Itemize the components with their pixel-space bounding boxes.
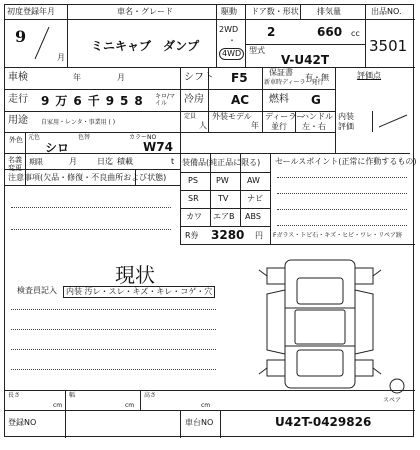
loading-unit: t [171, 157, 175, 166]
bottom-options: Fガラス・トビ石・キズ・ヒビ・ワレ・リペア跡 [273, 232, 403, 239]
fuel-label: 燃料 [269, 94, 289, 105]
equip-abs: ABS [245, 212, 261, 221]
r-value: 3280 [211, 228, 245, 242]
interior-label: 内装 [338, 112, 354, 121]
model-value: V-U42T [281, 53, 330, 67]
first-reg-slash [29, 23, 59, 63]
equip-ps: PS [188, 176, 198, 185]
shaken-month: 月 [117, 73, 125, 82]
name-grade-value: ミニキャブ ダンプ [91, 39, 200, 53]
first-reg-label: 初度登録年月 [7, 7, 55, 16]
warranty-value: 有・無 [305, 73, 329, 82]
color-no-label: カラーNO [129, 134, 157, 141]
shaken-year: 年 [73, 73, 81, 82]
shaken-label: 車検 [8, 72, 28, 83]
warranty-sub: 新車時ディーラー発行 [264, 79, 324, 86]
length-label: 長さ [8, 392, 21, 399]
doors-value: 2 [267, 25, 276, 39]
first-reg-month: 月 [57, 53, 65, 62]
equip-navi: ナビ [247, 194, 263, 203]
height-unit: cm [201, 402, 211, 409]
auction-sheet [4, 4, 417, 437]
dealer-label: ディーラー [265, 112, 305, 121]
capacity-unit: 人 [199, 121, 207, 130]
ext-model-unit: 年 [251, 121, 259, 130]
equip-label: 装備品(純正品に限る) [182, 158, 261, 167]
mileage-unit: キロ/マイル [155, 93, 176, 107]
equip-airbag: エアB [213, 212, 235, 221]
chassis-label: 車台NO [185, 418, 214, 427]
equip-aw: AW [247, 176, 260, 185]
warranty-label: 保証書 [269, 68, 293, 77]
lot-label: 出品NO. [371, 7, 402, 16]
drive-sep: ・ [228, 36, 236, 45]
loading-label: 積載 [117, 157, 133, 166]
eval-label: 評価点 [357, 71, 381, 80]
ac-label: 冷房 [184, 94, 204, 105]
displacement-value: 660 [317, 25, 343, 39]
equip-sr: SR [188, 194, 199, 203]
reg-no-label: 登録NO [8, 418, 37, 427]
usage-sub: 自家用・レンタ・事業用 ( ) [41, 119, 116, 126]
name-change-label: 名義変更 [8, 156, 22, 172]
dealer-sub: 並行 [271, 122, 287, 131]
inspector-label: 検査員記入 [17, 286, 57, 295]
color-label: 外色 [9, 136, 23, 144]
ac-value: AC [231, 93, 250, 107]
usage-label: 用途 [8, 115, 28, 126]
notes-label: 注意事項(欠品・修復・不良曲所および状態) [8, 173, 167, 182]
interior-sub: 評価 [338, 122, 354, 131]
model-label: 型式 [249, 46, 265, 55]
handle-value: 左・右 [302, 122, 326, 131]
color-orig-label: 元色 [28, 134, 41, 141]
color-change-label: 色替 [78, 134, 91, 141]
interior-mark [373, 111, 413, 131]
name-grade-label: 車名・グレード [117, 7, 173, 16]
spare-label: スペア [383, 397, 402, 404]
lot-value: 3501 [369, 37, 408, 55]
fuel-value: G [311, 93, 321, 107]
width-label: 幅 [69, 392, 76, 399]
inspector-categories: 内装 汚レ・スレ・キズ・キレ・コゲ・穴 [63, 286, 215, 298]
r-unit: 円 [255, 231, 263, 240]
car-diagram [255, 250, 385, 400]
drive-2wd: 2WD [219, 25, 239, 34]
drive-label: 駆動 [221, 7, 237, 16]
equip-leather: カワ [186, 212, 202, 221]
mileage-label: 走行 [8, 94, 28, 105]
spare-icon [388, 377, 406, 395]
equip-tv: TV [218, 194, 229, 203]
first-reg-value: 9 [15, 27, 27, 46]
name-change-day: 日迄 [97, 157, 113, 166]
handwritten-note: 現状 [115, 263, 155, 287]
equip-pw: PW [216, 176, 229, 185]
ext-model-label: 外装モデル [212, 112, 252, 121]
handle-label: ハンドル [301, 112, 333, 121]
displacement-label: 排気量 [317, 7, 341, 16]
sales-point-label: セールスポイント(正常に作動するもの) [275, 157, 417, 166]
length-unit: cm [53, 402, 63, 409]
name-change-month: 月 [69, 157, 77, 166]
r-label: R券 [185, 231, 199, 240]
color-value: シロ [45, 141, 70, 155]
width-unit: cm [125, 402, 135, 409]
capacity-label: 定員 [184, 113, 197, 120]
shift-label: シフト [184, 72, 214, 83]
drive-4wd: 4WD [219, 48, 244, 60]
name-change-deadline-label: 期限 [29, 158, 43, 166]
color-no-value: W74 [143, 140, 173, 154]
shift-value: F5 [231, 71, 248, 85]
displacement-unit: cc [351, 29, 360, 38]
mileage-value: 9万6千958 [41, 94, 149, 108]
height-label: 高さ [144, 392, 157, 399]
doors-label: ドア数・形状 [251, 7, 299, 16]
chassis-value: U42T-0429826 [275, 415, 372, 429]
